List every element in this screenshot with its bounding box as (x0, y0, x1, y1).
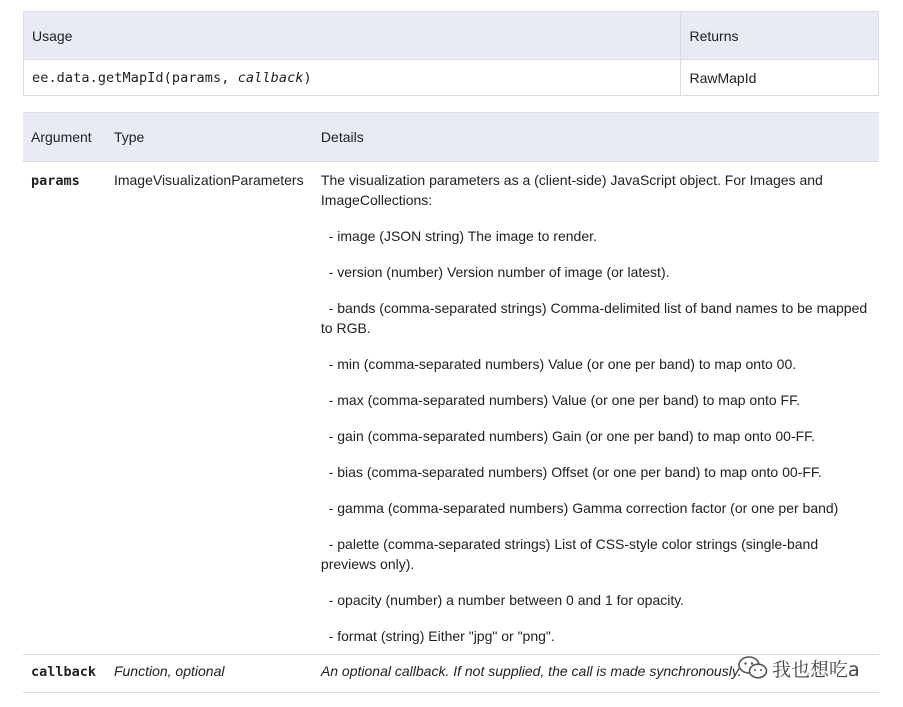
watermark-text: 我也想吃a (772, 658, 860, 681)
details-header: Details (313, 113, 879, 162)
detail-paragraph: - version (number) Version number of image (or latest). (320, 264, 670, 280)
detail-paragraph: - opacity (number) a number between 0 and 1 for opacity. (320, 592, 685, 608)
detail-paragraph: - palette (comma-separated strings) List of CSS-style color strings (single-band previews only). (320, 536, 823, 572)
watermark (738, 655, 860, 681)
returns-value: RawMapId (681, 60, 879, 96)
signature-suffix: ) (303, 69, 312, 86)
argument-type: ImageVisualizationParameters (106, 162, 313, 655)
argument-name: params (31, 173, 80, 189)
detail-paragraph: - bands (comma-separated strings) Comma-delimited list of band names to be mapped to RGB. (320, 300, 872, 336)
detail-paragraph: - min (comma-separated numbers) Value (or one per band) to map onto 00. (320, 356, 797, 372)
signature-prefix: ee.data.getMapId(params, (32, 69, 238, 86)
detail-paragraph: - gamma (comma-separated numbers) Gamma correction factor (or one per band) (320, 500, 839, 516)
detail-paragraph: - image (JSON string) The image to render. (320, 228, 597, 244)
argument-details (313, 162, 879, 655)
arguments-header-row (23, 113, 879, 162)
table-row (23, 162, 879, 655)
argument-header: Argument (23, 113, 106, 162)
returns-header: Returns (681, 12, 879, 60)
wechat-icon (738, 655, 768, 681)
detail-paragraph: - format (string) Either "jpg" or "png". (320, 628, 555, 644)
signature-callback: callback (237, 69, 304, 86)
detail-paragraph: - max (comma-separated numbers) Value (or one per band) to map onto FF. (320, 392, 800, 408)
argument-details: An optional callback. If not supplied, the call is made synchronously. (313, 655, 879, 693)
usage-row (24, 60, 879, 96)
detail-paragraph: - bias (comma-separated numbers) Offset (or one per band) to map onto 00-FF. (320, 464, 822, 480)
argument-name: callback (31, 664, 97, 680)
detail-paragraph: - gain (comma-separated numbers) Gain (or one per band) to map onto 00-FF. (320, 428, 816, 444)
arguments-table (23, 112, 879, 693)
detail-paragraph: The visualization parameters as a (client-side) JavaScript object. For Images and ImageCollections: (320, 172, 823, 208)
usage-header-row (24, 12, 879, 60)
usage-signature (24, 60, 681, 96)
usage-header: Usage (24, 12, 681, 60)
type-header: Type (106, 113, 313, 162)
argument-type: Function, optional (106, 655, 313, 693)
usage-table (23, 11, 879, 96)
